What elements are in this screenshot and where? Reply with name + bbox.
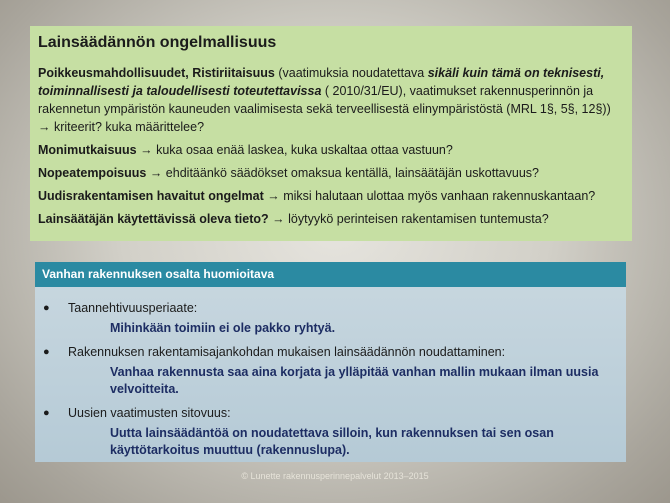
emphasis-feasibility: sikäli kuin tämä on teknisesti, toiminnallisesti ja taloudellisesti toteutettavissa xyxy=(38,66,605,98)
problems-box xyxy=(30,26,632,241)
old-building-list xyxy=(35,287,626,459)
list-item xyxy=(43,300,618,317)
list-item xyxy=(43,405,618,422)
bullet-icon: ● xyxy=(43,302,50,314)
list-item-detail: Vanhaa rakennusta saa aina korjata ja ylläpitää vanhan mallin mukaan ilman uusia velvoitteita. xyxy=(110,365,599,396)
text-new-construction: → miksi halutaan ulottaa myös vanhaan rakennuskantaan? xyxy=(263,189,596,203)
list-item-label: Uusien vaatimusten sitovuus: xyxy=(68,406,231,420)
list-item-label: Taannehtivuusperiaate: xyxy=(68,301,198,315)
term-complexity: Monimutkaisuus xyxy=(38,143,137,157)
text-complexity: → kuka osaa enää laskea, kuka uskaltaa ottaa vastuun? xyxy=(136,143,453,157)
old-building-box xyxy=(35,262,626,462)
text-legislator-knowledge: → löytyykö perinteisen rakentamisen tuntemusta? xyxy=(268,212,549,226)
text-exceptions-1: (vaatimuksia noudatettava xyxy=(274,66,428,80)
paragraph-complexity xyxy=(38,141,624,159)
term-exceptions: Poikkeusmahdollisuudet, Ristiriitaisuus xyxy=(38,66,275,80)
old-building-header: Vanhan rakennuksen osalta huomioitava xyxy=(35,262,626,287)
paragraph-new-construction xyxy=(38,187,624,205)
bullet-icon: ● xyxy=(43,407,50,419)
term-legislator-knowledge: Lainsäätäjän käytettävissä oleva tieto? xyxy=(38,212,269,226)
list-item-detail: Uutta lainsäädäntöä on noudatettava silloin, kun rakennuksen tai sen osan käyttötarkoitus muuttuu (rakennuslupa). xyxy=(110,426,554,457)
text-pace: → ehditäänkö säädökset omaksua kentällä, lainsäätäjän uskottavuus? xyxy=(146,166,539,180)
term-new-construction: Uudisrakentamisen havaitut ongelmat xyxy=(38,189,264,203)
paragraph-pace xyxy=(38,164,624,182)
slide-title: Lainsäädännön ongelmallisuus xyxy=(38,34,277,51)
paragraph-legislator-knowledge xyxy=(38,210,624,228)
term-pace: Nopeatempoisuus xyxy=(38,166,147,180)
list-item xyxy=(43,344,618,361)
text-exceptions-2: ( 2010/31/EU), vaatimukset rakennusperinnön ja rakennetun ympäristön kauneuden vaalimisesta sekä terveellisestä elinympäristöstä (MRL 1§, 5§, 12§)) → kriteerit? kuka määrittelee? xyxy=(38,84,611,134)
bullet-icon: ● xyxy=(43,346,50,358)
list-item-detail: Mihinkään toimiin ei ole pakko ryhtyä. xyxy=(110,321,336,335)
paragraph-exceptions xyxy=(38,64,624,136)
list-item-label: Rakennuksen rakentamisajankohdan mukaisen lainsäädännön noudattaminen: xyxy=(68,345,506,359)
copyright-footer: © Lunette rakennusperinnepalvelut 2013–2015 xyxy=(241,471,429,481)
